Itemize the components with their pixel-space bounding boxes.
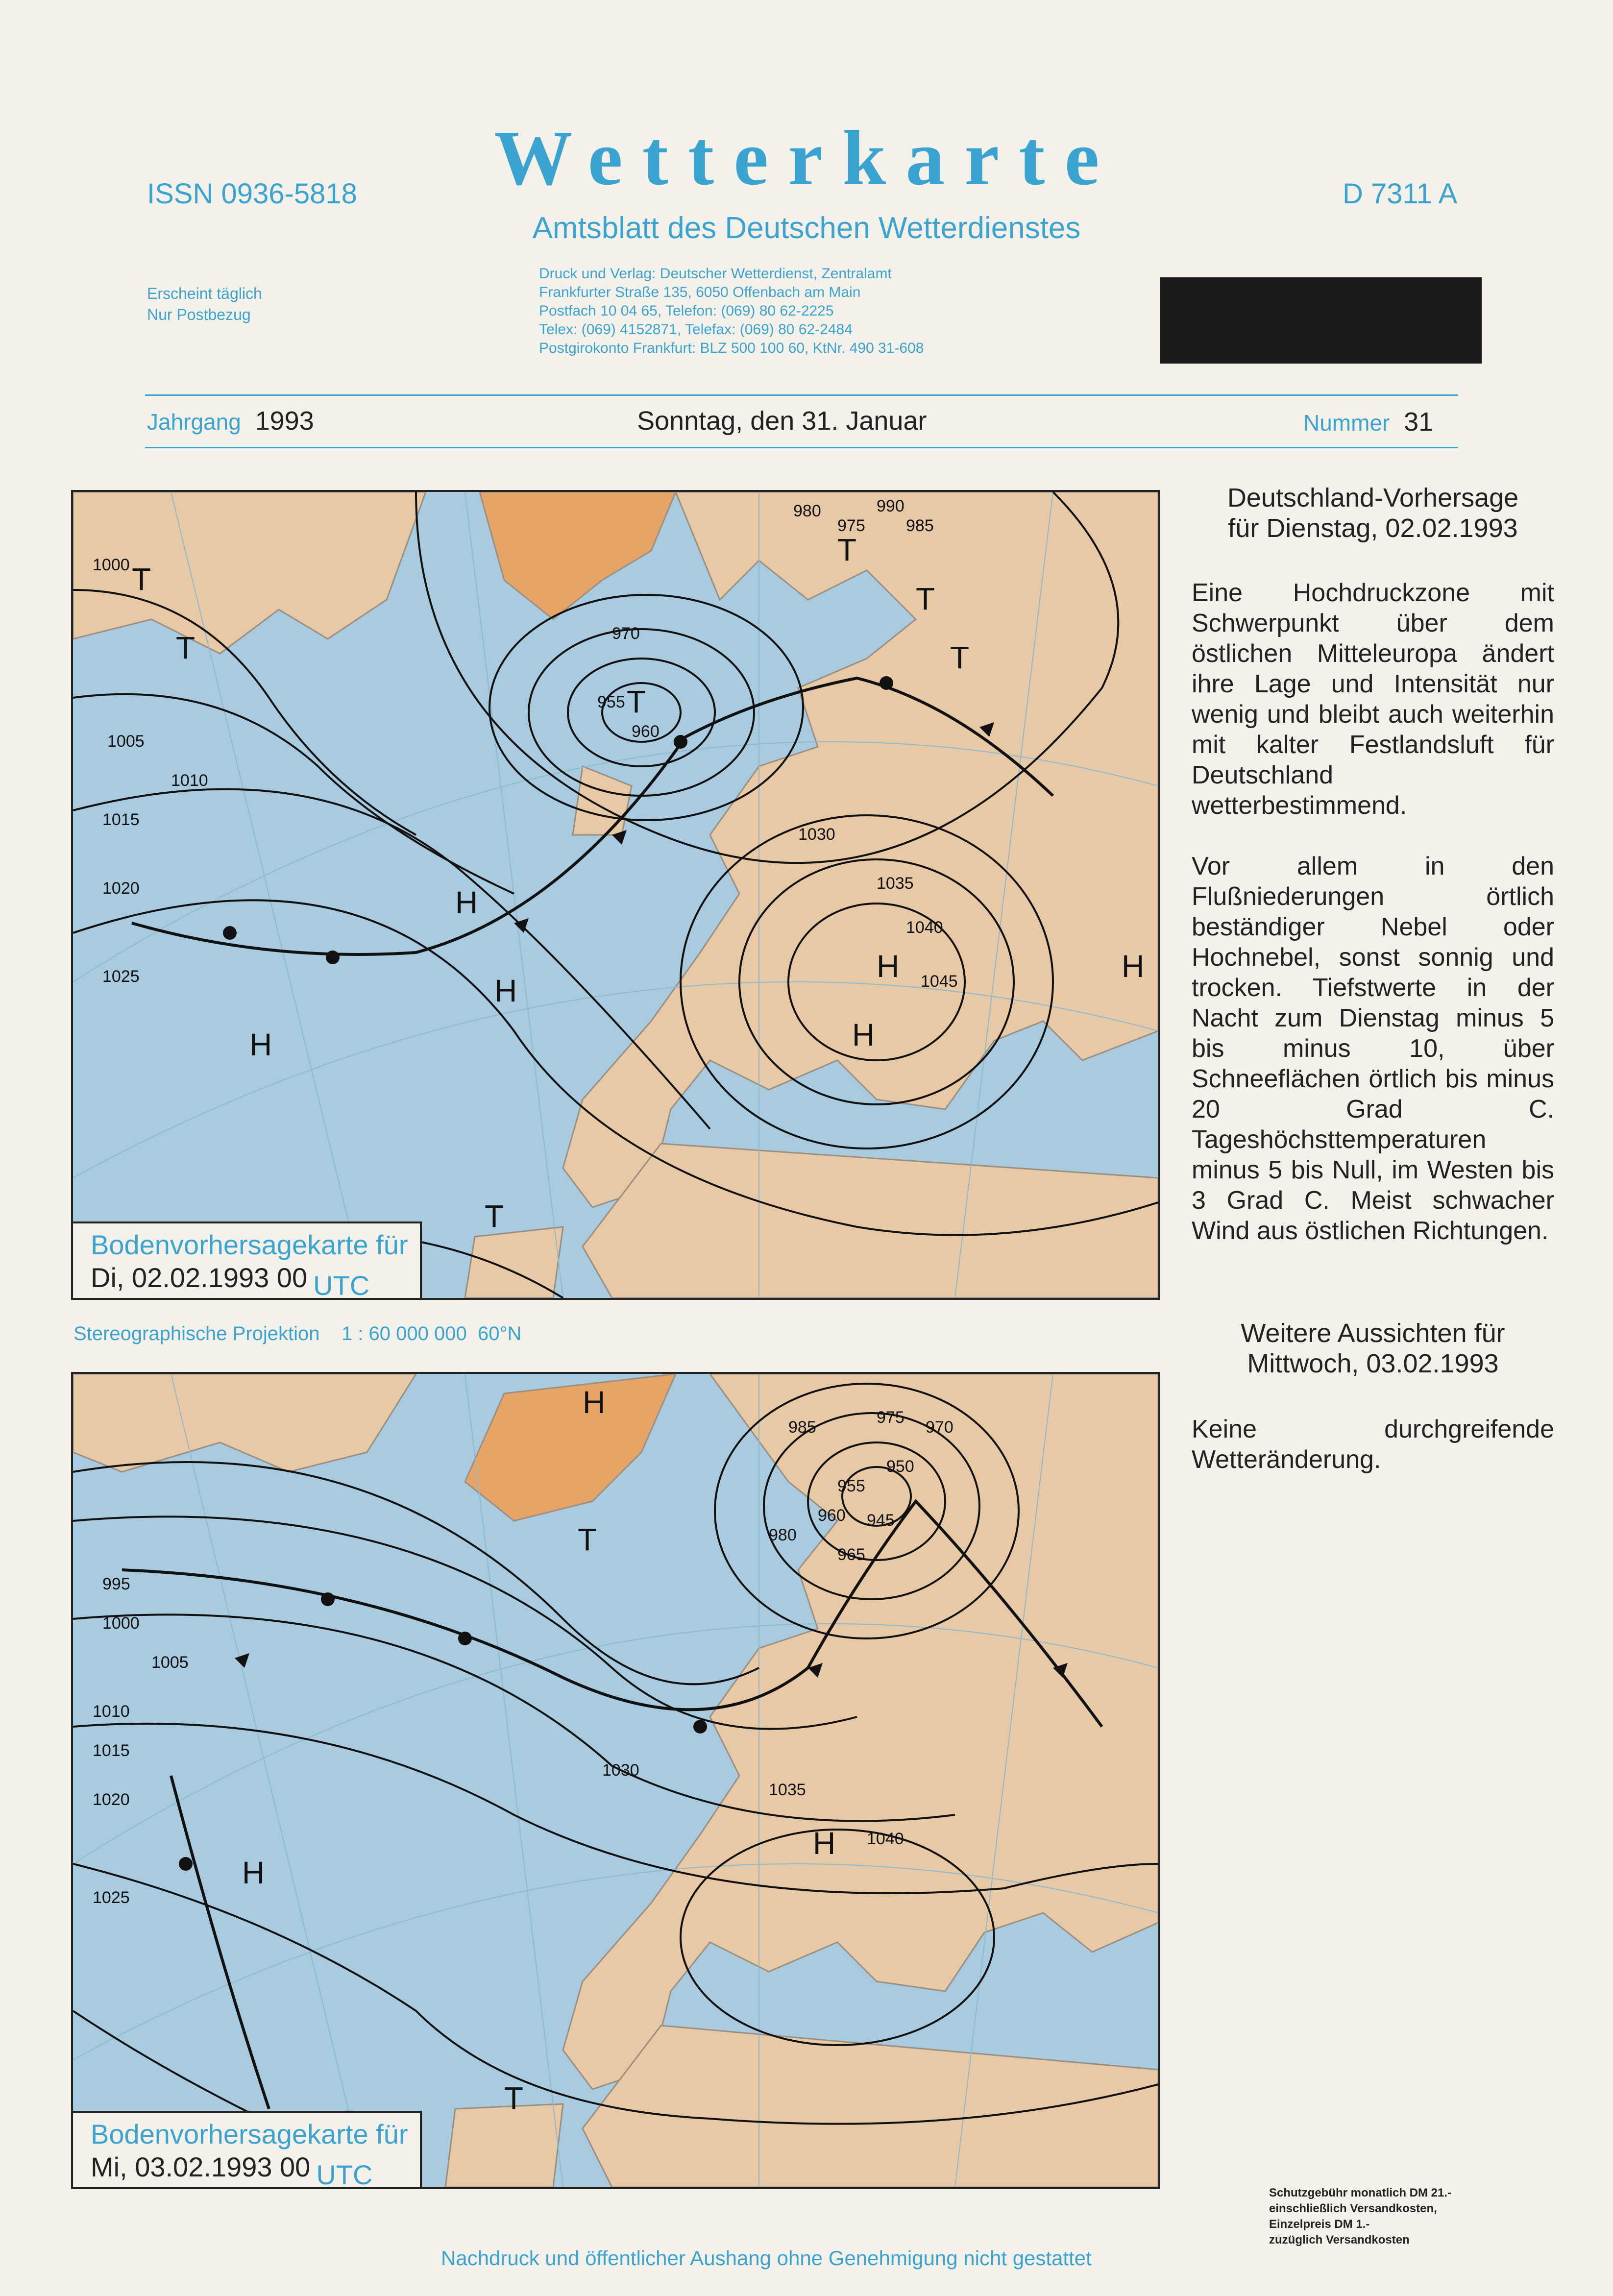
isobar-label: 990 bbox=[877, 497, 904, 515]
number-value: 31 bbox=[1404, 407, 1434, 437]
high-pressure-symbol: H bbox=[583, 1385, 606, 1420]
isobar-label: 1035 bbox=[769, 1781, 806, 1799]
isobar-label: 965 bbox=[837, 1545, 865, 1564]
isobar-label: 1025 bbox=[93, 1888, 130, 1907]
isobar-label: 1015 bbox=[102, 810, 140, 829]
isobar-label: 1045 bbox=[921, 972, 958, 991]
low-pressure-symbol: T bbox=[504, 2080, 524, 2116]
publication-code: D 7311 A bbox=[1343, 178, 1458, 210]
isobar-label: 980 bbox=[769, 1526, 797, 1544]
map-caption bbox=[73, 1221, 422, 1298]
forecast-column bbox=[1192, 483, 1554, 1246]
isobar-label: 1010 bbox=[93, 1702, 130, 1721]
isobar-label: 1020 bbox=[93, 1790, 130, 1809]
projection-note: Stereographische Projektion 1 : 60 000 000 60°N bbox=[73, 1323, 522, 1344]
high-pressure-symbol: H bbox=[852, 1017, 875, 1052]
isobar-label: 955 bbox=[597, 693, 625, 711]
issn-number: ISSN 0936-5818 bbox=[147, 178, 357, 210]
isobar-label: 950 bbox=[886, 1457, 914, 1476]
forecast-heading-line: für Dienstag, 02.02.1993 bbox=[1228, 513, 1518, 543]
header-rule-top bbox=[145, 394, 1458, 396]
forecast-map-wednesday bbox=[71, 1372, 1160, 2189]
isobar-label: 1010 bbox=[171, 771, 208, 790]
year-label: Jahrgang bbox=[147, 409, 241, 435]
low-pressure-symbol: T bbox=[837, 532, 857, 567]
isobar-label: 1035 bbox=[877, 874, 914, 893]
publisher-line: Druck und Verlag: Deutscher Wetterdienst, Zentralamt bbox=[539, 266, 892, 282]
publisher-line: Postfach 10 04 65, Telefon: (069) 80 62-2225 bbox=[539, 303, 834, 319]
forecast-paragraph: Eine Hochdruckzone mit Schwerpunkt über dem östlichen Mitteleuropa ändert ihre Lage und Intensität nur wenig und bleibt auch weiterhin mit kalter Festlandsluft für Deutschland wetterbestimmend. bbox=[1192, 579, 1554, 820]
high-pressure-symbol: H bbox=[877, 949, 900, 984]
publisher-info bbox=[539, 265, 924, 358]
low-pressure-symbol: T bbox=[916, 581, 935, 616]
isobar-label: 1040 bbox=[867, 1830, 904, 1848]
publisher-line: Postgirokonto Frankfurt: BLZ 500 100 60, KtNr. 490 31-608 bbox=[539, 340, 924, 356]
map-caption-datetime: Di, 02.02.1993 00 bbox=[91, 1262, 308, 1293]
frequency-line: Erscheint täglich bbox=[147, 285, 262, 302]
year-value: 1993 bbox=[255, 406, 314, 436]
frequency-line: Nur Postbezug bbox=[147, 306, 251, 324]
isobar-label: 1025 bbox=[102, 967, 140, 986]
low-pressure-symbol: T bbox=[132, 562, 151, 597]
isobar-label: 970 bbox=[612, 624, 640, 643]
low-pressure-symbol: T bbox=[950, 640, 970, 675]
header-rule-bottom bbox=[145, 447, 1458, 448]
issue-number bbox=[1303, 407, 1433, 437]
high-pressure-symbol: H bbox=[249, 1027, 272, 1062]
isobar-label: 955 bbox=[837, 1477, 865, 1495]
fee-line: Schutzgebühr monatlich DM 21.- bbox=[1269, 2186, 1452, 2199]
publisher-line: Telex: (069) 4152871, Telefax: (069) 80 62-2484 bbox=[539, 321, 853, 338]
high-pressure-symbol: H bbox=[242, 1855, 265, 1890]
high-pressure-symbol: H bbox=[455, 885, 478, 920]
isobar-label: 1000 bbox=[93, 556, 130, 574]
isobar-label: 1005 bbox=[107, 732, 145, 751]
isobar-label: 970 bbox=[926, 1418, 953, 1437]
map-caption-title: Bodenvorhersagekarte für bbox=[91, 1229, 408, 1260]
weather-map-drawing bbox=[73, 1374, 1158, 2187]
isobar-label: 1020 bbox=[102, 879, 140, 898]
isobar-label: 1015 bbox=[93, 1741, 130, 1760]
weather-map-drawing bbox=[73, 492, 1158, 1298]
isobar-label: 1040 bbox=[906, 918, 943, 937]
subscription-fees bbox=[1269, 2185, 1451, 2248]
fee-line: zuzüglich Versandkosten bbox=[1269, 2233, 1410, 2247]
low-pressure-symbol: T bbox=[578, 1522, 597, 1557]
high-pressure-symbol: H bbox=[813, 1826, 836, 1861]
forecast-heading-line: Deutschland-Vorhersage bbox=[1227, 483, 1519, 513]
map-caption-datetime: Mi, 03.02.1993 00 bbox=[91, 2151, 311, 2182]
issue-date: Sonntag, den 31. Januar bbox=[637, 406, 927, 436]
forecast-heading bbox=[1192, 483, 1554, 543]
newspaper-title: Wetterkarte bbox=[494, 114, 1119, 201]
map-caption-title: Bodenvorhersagekarte für bbox=[91, 2118, 408, 2149]
isobar-label: 1005 bbox=[151, 1653, 189, 1672]
isobar-label: 985 bbox=[788, 1418, 816, 1437]
fee-line: Einzelpreis DM 1.- bbox=[1269, 2218, 1370, 2231]
newspaper-subtitle: Amtsblatt des Deutschen Wetterdienstes bbox=[532, 211, 1081, 245]
outlook-paragraph: Keine durchgreifende Wetteränderung. bbox=[1192, 1415, 1554, 1474]
isobar-label: 985 bbox=[906, 516, 934, 535]
outlook-heading-line: Mittwoch, 03.02.1993 bbox=[1247, 1349, 1499, 1378]
forecast-map-tuesday bbox=[71, 490, 1160, 1300]
low-pressure-symbol: T bbox=[485, 1198, 504, 1234]
high-pressure-symbol: H bbox=[1122, 949, 1145, 984]
isobar-label: 995 bbox=[102, 1575, 130, 1593]
redacted-address-box bbox=[1160, 277, 1482, 364]
outlook-heading bbox=[1192, 1318, 1554, 1379]
isobar-label: 975 bbox=[877, 1408, 904, 1427]
reprint-notice: Nachdruck und öffentlicher Aushang ohne Genehmigung nicht gestattet bbox=[441, 2247, 1092, 2270]
map-caption-date bbox=[91, 1261, 408, 1300]
forecast-paragraph: Vor allem in den Flußniederungen örtlich beständiger Nebel oder Hochnebel, sonst sonnig und trocken. Tiefstwerte in der Nacht zum Dienstag minus 5 bis minus 10, über Schneeflächen örtlich bis minus 20 Grad C. Tageshöchsttemperaturen minus 5 bis Null, im Westen bis 3 Grad C. Meist schwacher Wind aus östlichen Richtungen. bbox=[1192, 852, 1554, 1245]
low-pressure-symbol: T bbox=[176, 630, 196, 665]
publication-frequency bbox=[147, 283, 262, 325]
isobar-label: 1030 bbox=[602, 1761, 639, 1780]
issue-year bbox=[147, 406, 314, 436]
map-caption bbox=[73, 2111, 422, 2187]
outlook-column bbox=[1192, 1318, 1554, 1475]
isobar-label: 975 bbox=[837, 516, 865, 535]
outlook-heading-line: Weitere Aussichten für bbox=[1241, 1319, 1505, 1348]
isobar-label: 980 bbox=[793, 502, 821, 520]
isobar-label: 960 bbox=[632, 722, 660, 741]
number-label: Nummer bbox=[1303, 410, 1390, 436]
isobar-label: 960 bbox=[818, 1506, 846, 1525]
publisher-line: Frankfurter Straße 135, 6050 Offenbach am Main bbox=[539, 284, 861, 300]
isobar-label: 1030 bbox=[798, 825, 835, 844]
map-caption-utc: UTC bbox=[316, 2159, 373, 2189]
map-caption-date bbox=[91, 2150, 408, 2189]
low-pressure-symbol: T bbox=[627, 684, 646, 719]
fee-line: einschließlich Versandkosten, bbox=[1269, 2202, 1437, 2215]
map-caption-utc: UTC bbox=[313, 1270, 370, 1300]
isobar-label: 945 bbox=[867, 1511, 895, 1530]
isobar-label: 1000 bbox=[102, 1614, 140, 1633]
high-pressure-symbol: H bbox=[494, 973, 517, 1008]
